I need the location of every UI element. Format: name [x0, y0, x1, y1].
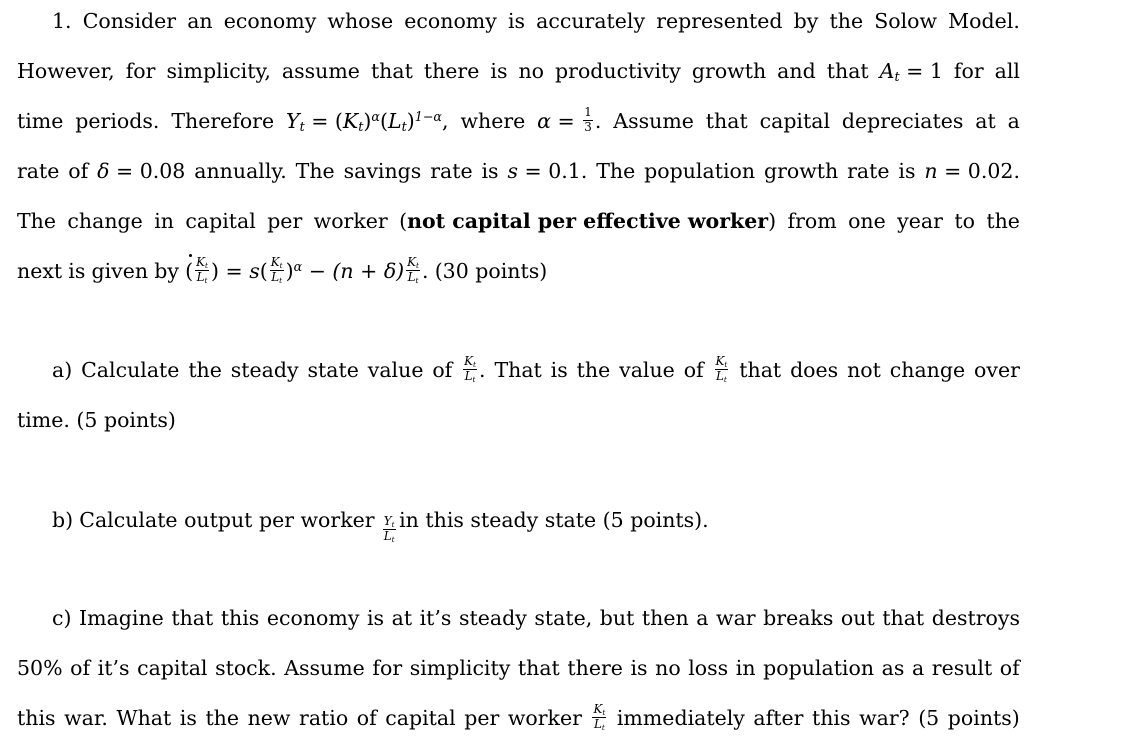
word: at — [391, 606, 413, 630]
word: is — [630, 656, 648, 680]
word: accurately — [536, 9, 646, 33]
word: of — [432, 358, 453, 382]
word: that — [517, 656, 560, 680]
math-symbol: Y — [286, 109, 300, 133]
word: of — [683, 358, 704, 382]
text-line — [17, 256, 1020, 286]
math-symbol: L — [464, 369, 473, 384]
word: growth — [691, 59, 767, 83]
word: year — [897, 209, 943, 233]
word: simplicity — [409, 656, 511, 680]
math-subscript: t — [279, 276, 283, 286]
fraction-token — [590, 703, 608, 733]
math-subscript: t — [602, 708, 606, 718]
fraction-K-over-L — [406, 257, 420, 284]
math-symbol: L — [716, 369, 724, 384]
part-label-c: c) — [52, 606, 72, 630]
word: steady — [230, 358, 299, 382]
word: capital — [385, 706, 456, 730]
word: Therefore — [171, 109, 275, 133]
word: a — [1007, 109, 1020, 133]
math-symbol: K — [464, 354, 474, 369]
word: that — [370, 59, 413, 83]
word: war — [716, 606, 756, 630]
word: change — [67, 209, 143, 233]
math-value: = 0.08 — [116, 159, 186, 183]
math-subscript: t — [415, 276, 419, 286]
word: the — [829, 9, 864, 33]
math-equals: = — [225, 259, 243, 283]
text-line — [17, 106, 1020, 136]
word: by — [793, 9, 819, 33]
text-line — [52, 6, 1020, 36]
word: the — [986, 209, 1020, 233]
word: worker — [313, 209, 388, 233]
word: all — [994, 59, 1020, 83]
problem-number: 1. — [52, 9, 72, 33]
part-label-a: a) — [52, 358, 73, 382]
math-subscript: t — [601, 723, 605, 733]
production-function: $Y_t = (K_t)^\alpha(L_t)^{1-\alpha}$, — [286, 109, 449, 135]
math-symbol: δ — [97, 159, 110, 183]
word: The — [596, 159, 636, 183]
word: growth — [763, 159, 839, 183]
word: no — [655, 656, 681, 680]
word: at — [975, 109, 996, 133]
fraction-K-over-L — [592, 704, 606, 731]
word: productivity — [555, 59, 681, 83]
word: in — [154, 209, 174, 233]
word: that — [705, 109, 748, 133]
word: depreciates — [841, 109, 964, 133]
word: capital — [185, 209, 256, 233]
math-term: (n + δ) — [332, 259, 405, 283]
word: a — [696, 606, 709, 630]
word: is — [68, 259, 86, 283]
word: result — [931, 656, 993, 680]
math-superscript: 1−α — [414, 109, 442, 125]
word: What — [116, 706, 172, 730]
part-b-text: in this steady state (5 points). — [399, 508, 709, 532]
word: state, — [534, 606, 593, 630]
fraction-denominator — [715, 370, 728, 383]
word: state — [307, 358, 359, 382]
word: is — [179, 706, 197, 730]
fraction-denominator — [407, 271, 420, 284]
word: and — [777, 59, 816, 83]
math-symbol: L — [407, 270, 416, 285]
word: per — [267, 209, 303, 233]
word: population — [644, 159, 756, 183]
math-symbol: s — [507, 159, 518, 183]
word: per — [464, 706, 500, 730]
word: war? — [859, 706, 910, 730]
word: is — [481, 159, 499, 183]
fraction-denominator — [270, 271, 283, 284]
math-equals: = — [311, 109, 329, 133]
word: after — [753, 706, 804, 730]
word: it’s — [97, 656, 130, 680]
word: Calculate — [81, 358, 180, 382]
word: is — [507, 9, 526, 33]
word: of — [999, 656, 1020, 680]
word: represented — [656, 9, 783, 33]
word: value — [619, 358, 675, 382]
word: new — [247, 706, 291, 730]
math-value: = 0.1. — [524, 159, 588, 183]
word: rate — [847, 159, 890, 183]
math-symbol: s — [249, 259, 260, 283]
fraction-K-over-L — [195, 257, 209, 284]
word: then — [641, 606, 689, 630]
math-subscript: t — [358, 119, 364, 135]
word: war. — [64, 706, 108, 730]
word: of — [356, 706, 377, 730]
word: where — [460, 109, 526, 133]
math-symbol: K — [270, 255, 280, 270]
math-value: = 0.02. — [944, 159, 1020, 183]
dot-accent: ( $\frac{K_t}{L_t}$ ) — [185, 255, 219, 286]
word: this — [220, 606, 260, 630]
fraction-denominator — [383, 530, 396, 543]
math-subscript: t — [894, 69, 900, 85]
math-subscript: t — [473, 360, 477, 370]
word: an — [187, 9, 213, 33]
math-subscript: t — [401, 119, 407, 135]
word: it’s — [419, 606, 452, 630]
math-subscript: t — [279, 261, 283, 271]
word: Consider — [82, 9, 177, 33]
word: is — [550, 358, 568, 382]
part-label-b: b) — [52, 508, 74, 532]
word: one — [848, 209, 886, 233]
word: that — [171, 606, 214, 630]
word: The — [295, 159, 335, 183]
word: economy — [266, 606, 360, 630]
fraction-numerator — [463, 356, 477, 370]
word: annually. — [194, 159, 287, 183]
word: assume — [281, 59, 360, 83]
word: capital — [137, 656, 208, 680]
word: periods. — [75, 109, 160, 133]
capital-change-equation: ( $\frac{K_t}{L_t}$ ) = s( $\frac{K_t}{L_t}$ )$^\alpha$ − (n + δ) $\frac{K_t}{L_t}$ . — [185, 255, 429, 286]
word: that — [826, 59, 869, 83]
word: steady — [459, 606, 527, 630]
word: there — [567, 656, 623, 680]
word: a — [911, 656, 925, 680]
savings-rate-value — [507, 156, 587, 186]
word: worker — [507, 706, 582, 730]
word: this — [17, 706, 56, 730]
math-superscript: α — [371, 109, 380, 125]
word: that — [739, 358, 782, 382]
word: value — [367, 358, 424, 382]
fraction-token — [713, 355, 731, 385]
word: that — [882, 606, 925, 630]
fraction-numerator — [270, 257, 284, 271]
word: capital — [759, 109, 831, 133]
part-a-continuation: time. (5 points) — [17, 408, 176, 432]
word: by — [154, 259, 179, 283]
text-line — [17, 206, 1020, 236]
fraction-numerator — [592, 704, 606, 718]
word: Model. — [948, 9, 1020, 33]
word: rate — [430, 159, 473, 183]
fraction-one-third — [583, 107, 593, 134]
word: immediately — [616, 706, 745, 730]
word: time — [17, 109, 64, 133]
word: for — [953, 59, 984, 83]
math-symbol: L — [593, 717, 602, 732]
text-line — [52, 355, 1020, 385]
word: from — [787, 209, 837, 233]
word: of — [68, 159, 89, 183]
math-symbol: K — [407, 255, 417, 270]
math-symbol: Y — [383, 514, 392, 529]
math-subscript: t — [391, 520, 395, 530]
text-line — [52, 505, 1020, 544]
word: as — [881, 656, 905, 680]
word: That — [494, 358, 542, 382]
math-minus: − — [308, 259, 326, 283]
math-subscript: t — [204, 261, 208, 271]
bold-emphasis: (not capital per effective worker) — [399, 209, 777, 233]
math-subscript: t — [204, 276, 208, 286]
word: rate — [17, 159, 60, 183]
word: ratio — [299, 706, 349, 730]
fraction-K-over-L — [715, 356, 729, 383]
fraction-numerator — [195, 257, 209, 271]
text-line — [52, 603, 1020, 633]
math-equals: = 1 — [906, 59, 943, 83]
math-symbol: A — [879, 59, 895, 83]
word: whose — [327, 9, 394, 33]
math-equals: = — [557, 109, 575, 133]
word: savings — [343, 159, 422, 183]
word: to — [954, 209, 975, 233]
word: the — [576, 358, 611, 382]
word: points) — [947, 706, 1020, 730]
fraction-numerator — [715, 356, 729, 370]
math-superscript: α — [293, 259, 303, 275]
word: Imagine — [79, 606, 164, 630]
fraction-K-over-L — [270, 257, 284, 284]
math-symbol: n — [924, 159, 938, 183]
math-symbol: K — [593, 702, 603, 717]
text-line — [17, 653, 1020, 683]
math-subscript: t — [724, 360, 728, 370]
fraction-denominator: 3 — [584, 120, 592, 135]
word: economy — [223, 9, 317, 33]
fraction-token: $\frac{K_t}{L_t}$ . — [464, 354, 486, 385]
alpha-value: α = $\frac{1}{3}$ . — [537, 105, 602, 135]
word: for — [125, 59, 156, 83]
fraction-denominator — [196, 271, 209, 284]
word: change — [889, 358, 966, 382]
text-line — [17, 405, 1020, 435]
math-symbol: L — [383, 529, 392, 544]
text-line — [17, 703, 1020, 733]
word: loss — [688, 656, 729, 680]
part-b-text: Calculate output per worker — [79, 508, 375, 532]
word: not — [847, 358, 881, 382]
math-subscript: t — [472, 375, 476, 385]
word: 50% — [17, 656, 63, 680]
delta-value — [97, 156, 185, 186]
fraction-Y-over-L — [383, 516, 396, 543]
word: in — [735, 656, 756, 680]
word: economy — [404, 9, 497, 33]
word: Assume — [284, 656, 365, 680]
fraction-K-over-L — [463, 356, 477, 383]
word: Assume — [613, 109, 694, 133]
math-symbol: K — [342, 109, 359, 133]
word: is — [490, 59, 508, 83]
word: this — [811, 706, 851, 730]
math-subscript: t — [723, 375, 727, 385]
word: for — [372, 656, 403, 680]
word: (5 — [918, 706, 940, 730]
word: over — [974, 358, 1020, 382]
math-subscript: t — [416, 261, 420, 271]
fraction-numerator — [383, 516, 396, 530]
word: population — [763, 656, 875, 680]
bold-text: not capital per effective worker — [407, 209, 769, 233]
word: the — [188, 358, 222, 382]
word: given — [91, 259, 149, 283]
math-subscript: t — [299, 119, 305, 135]
text-line — [17, 156, 1020, 186]
word: no — [518, 59, 545, 83]
word: However, — [17, 59, 115, 83]
word: The — [17, 209, 57, 233]
math-symbol: K — [715, 354, 725, 369]
word: next — [17, 259, 63, 283]
word: stock. — [215, 656, 277, 680]
equation-A-t — [880, 56, 943, 86]
word: simplicity, — [166, 59, 271, 83]
math-symbol: L — [196, 270, 205, 285]
math-symbol: L — [271, 270, 280, 285]
word: is — [366, 606, 385, 630]
word: of — [70, 656, 91, 680]
fraction-numerator — [406, 257, 420, 271]
fraction-denominator — [593, 718, 606, 731]
word: is — [898, 159, 916, 183]
word: destroys — [931, 606, 1020, 630]
word: but — [599, 606, 635, 630]
math-symbol: L — [387, 109, 402, 133]
math-symbol: α — [537, 109, 552, 133]
math-symbol: K — [196, 255, 205, 270]
word: the — [205, 706, 240, 730]
fraction-numerator: 1 — [584, 105, 592, 120]
word: Solow — [874, 9, 938, 33]
population-growth-value — [924, 156, 1020, 186]
fraction-denominator — [464, 370, 477, 383]
word: out — [840, 606, 875, 630]
points-total: (30 points) — [434, 259, 548, 283]
word: breaks — [763, 606, 834, 630]
text-line — [17, 56, 1020, 86]
math-subscript: t — [391, 534, 395, 544]
word: does — [790, 358, 839, 382]
word: there — [423, 59, 480, 83]
